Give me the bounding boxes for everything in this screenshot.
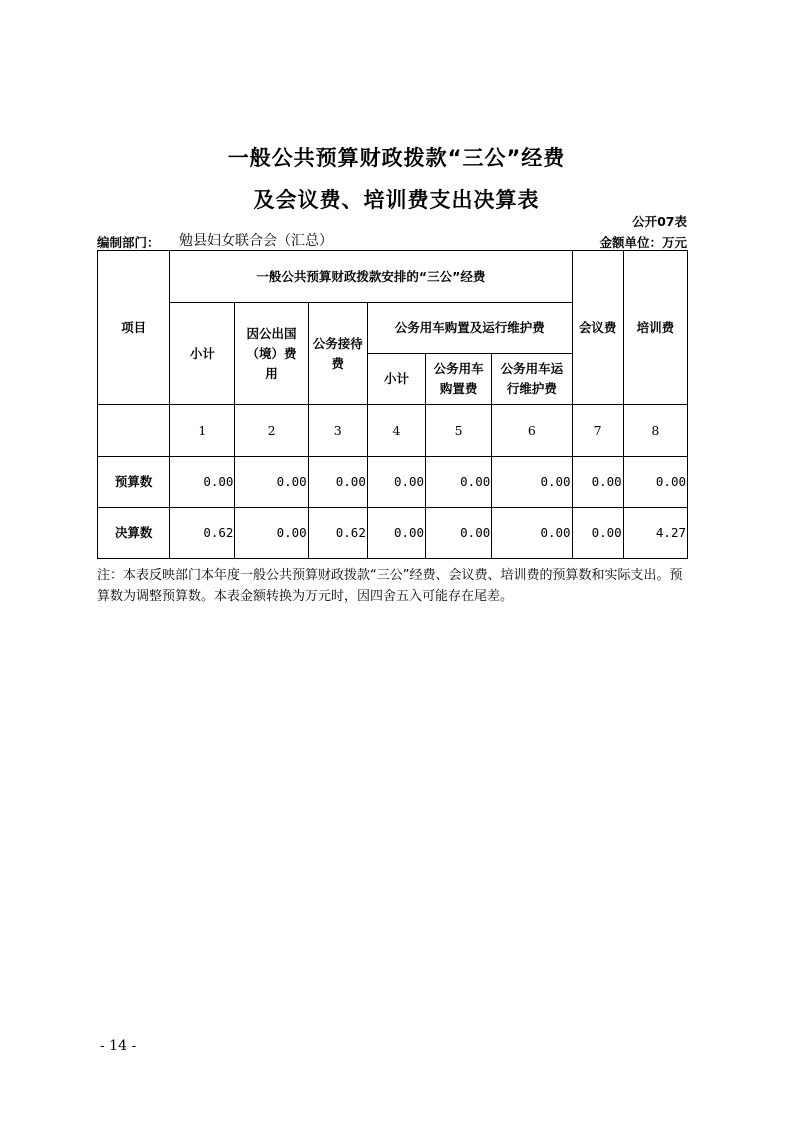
header-training: 培训费 xyxy=(623,251,687,405)
cell-value: 0.62 xyxy=(170,508,235,559)
header-vehicle-purchase: 公务用车购置费 xyxy=(426,354,492,405)
cell-value: 0.00 xyxy=(572,457,623,508)
column-number: 1 xyxy=(170,405,235,457)
column-number: 8 xyxy=(623,405,687,457)
cell-value: 0.00 xyxy=(308,457,367,508)
page-number: - 14 - xyxy=(100,1038,137,1054)
form-number: 公开07表 xyxy=(632,214,687,229)
cell-value: 4.27 xyxy=(623,508,687,559)
header-three-public-group: 一般公共预算财政拨款安排的“三公”经费 xyxy=(170,251,572,303)
meta-row xyxy=(97,230,687,250)
table-row-budget xyxy=(98,457,688,508)
cell-value: 0.00 xyxy=(572,508,623,559)
column-number: 3 xyxy=(308,405,367,457)
header-vehicle-subtotal: 小计 xyxy=(367,354,425,405)
column-number: 2 xyxy=(235,405,308,457)
header-subtotal: 小计 xyxy=(170,303,235,405)
column-number: 7 xyxy=(572,405,623,457)
document-title: 一般公共预算财政拨款“三公”经费 xyxy=(227,146,566,170)
table-row-actual xyxy=(98,508,688,559)
row-label: 决算数 xyxy=(98,508,170,559)
cell-value: 0.62 xyxy=(308,508,367,559)
header-meeting: 会议费 xyxy=(572,251,623,405)
cell-value: 0.00 xyxy=(492,508,572,559)
table-note: 注：本表反映部门本年度一般公共预算财政拨款“三公”经费、会议费、培训费的预算数和实际支出。预算数为调整预算数。本表金额转换为万元时，因四舍五入可能存在尾差。 xyxy=(97,568,683,604)
cell-value: 0.00 xyxy=(235,508,308,559)
cell-value: 0.00 xyxy=(426,508,492,559)
expenditure-table xyxy=(97,250,688,559)
unit-value: 勉县妇女联合会（汇总） xyxy=(179,233,333,249)
cell-value: 0.00 xyxy=(623,457,687,508)
cell-value: 0.00 xyxy=(426,457,492,508)
cell-value: 0.00 xyxy=(367,457,425,508)
cell-value: 0.00 xyxy=(492,457,572,508)
column-number-blank xyxy=(98,405,170,457)
header-item: 项目 xyxy=(98,251,170,405)
column-number: 6 xyxy=(492,405,572,457)
unit-label: 编制部门： xyxy=(97,235,160,250)
currency-unit: 金额单位：万元 xyxy=(599,235,687,250)
column-number-row xyxy=(98,405,688,457)
header-vehicle-operation: 公务用车运行维护费 xyxy=(492,354,572,405)
cell-value: 0.00 xyxy=(170,457,235,508)
column-number: 4 xyxy=(367,405,425,457)
cell-value: 0.00 xyxy=(367,508,425,559)
document-subtitle: 及会议费、培训费支出决算表 xyxy=(253,188,540,212)
header-reception: 公务接待费 xyxy=(308,303,367,405)
header-abroad: 因公出国（境）费用 xyxy=(235,303,308,405)
row-label: 预算数 xyxy=(98,457,170,508)
column-number: 5 xyxy=(426,405,492,457)
header-vehicle-group: 公务用车购置及运行维护费 xyxy=(367,303,572,354)
cell-value: 0.00 xyxy=(235,457,308,508)
